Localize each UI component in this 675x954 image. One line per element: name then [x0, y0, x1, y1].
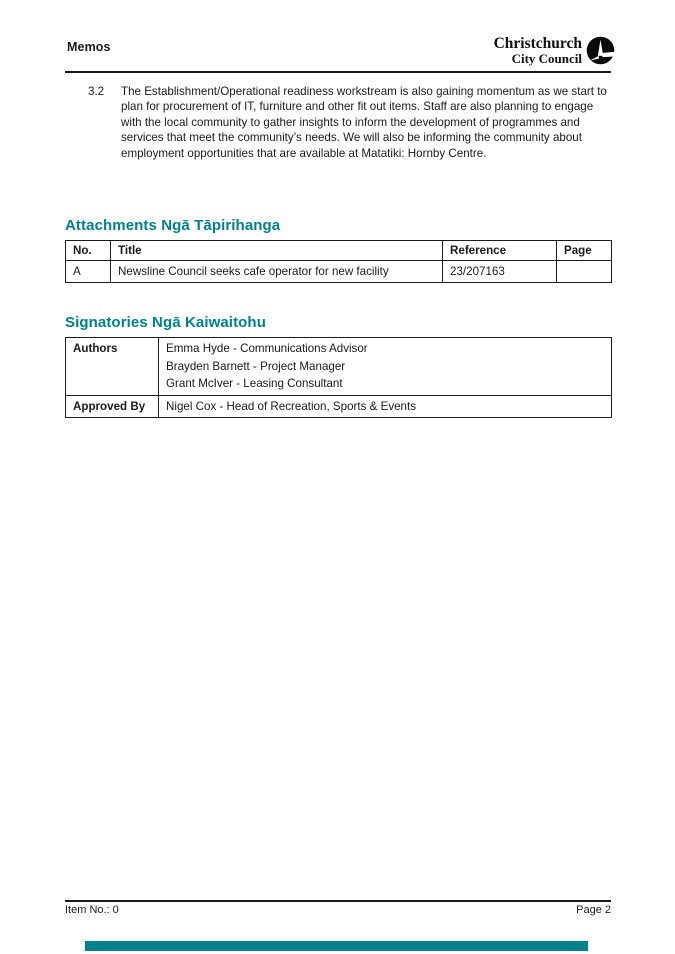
footer-item-number: Item No.: 0: [65, 904, 119, 916]
clause-text: The Establishment/Operational readiness workstream is also gaining momentum as we start to plan for procurement of IT, furniture and other fit out items. Staff are also planning to engage with the local community to gather insights to inform the development of programmes and services that meet the community’s needs. We will also be informing the community about employment opportunities that are available at Matatiki: Hornby Centre.: [121, 85, 607, 160]
attachment-page: [557, 261, 612, 283]
attachment-reference: 23/207163: [443, 261, 557, 283]
attachment-title: Newsline Council seeks cafe operator for new facility: [111, 261, 443, 283]
approved-by-value: [159, 395, 612, 418]
attachments-col-reference: Reference: [443, 241, 557, 261]
author-3: Grant McIver - Leasing Consultant: [166, 377, 343, 390]
attachments-col-no: No.: [66, 241, 111, 261]
clause-3-2: [88, 84, 612, 161]
attachments-col-page: Page: [557, 241, 612, 261]
signatories-table: [65, 337, 612, 418]
author-1: Emma Hyde - Communications Advisor: [166, 342, 368, 355]
signatories-heading: Signatories Ngā Kaiwaitohu: [65, 314, 266, 331]
council-emblem-icon: [586, 36, 615, 65]
council-logo-line2: City Council: [511, 50, 582, 66]
header-divider: [65, 71, 611, 73]
attachments-table: [65, 240, 612, 283]
author-2: Brayden Barnett - Project Manager: [166, 359, 346, 373]
attachments-header-row: [66, 241, 612, 261]
council-logo: [494, 36, 615, 65]
attachment-no: A: [66, 261, 111, 283]
page-header-title: Memos: [67, 40, 111, 54]
footer-divider: [65, 900, 611, 902]
attachments-heading: Attachments Ngā Tāpirihanga: [65, 217, 281, 234]
approved-by-label: Approved By: [66, 395, 159, 418]
signatories-approved-row: [66, 395, 612, 418]
signatories-authors-row: [66, 338, 612, 396]
attachments-col-title: Title: [111, 241, 443, 261]
approver-1: Nigel Cox - Head of Recreation, Sports & Events: [166, 399, 417, 413]
clause-number: 3.2: [88, 85, 105, 98]
council-logo-text: [494, 36, 582, 65]
bottom-teal-band: [85, 941, 588, 951]
footer-page-number: Page 2: [576, 904, 611, 916]
authors-label: Authors: [66, 338, 159, 396]
authors-values: [159, 338, 612, 396]
attachment-row: [66, 261, 612, 283]
council-logo-line1: Christchurch: [493, 35, 582, 52]
